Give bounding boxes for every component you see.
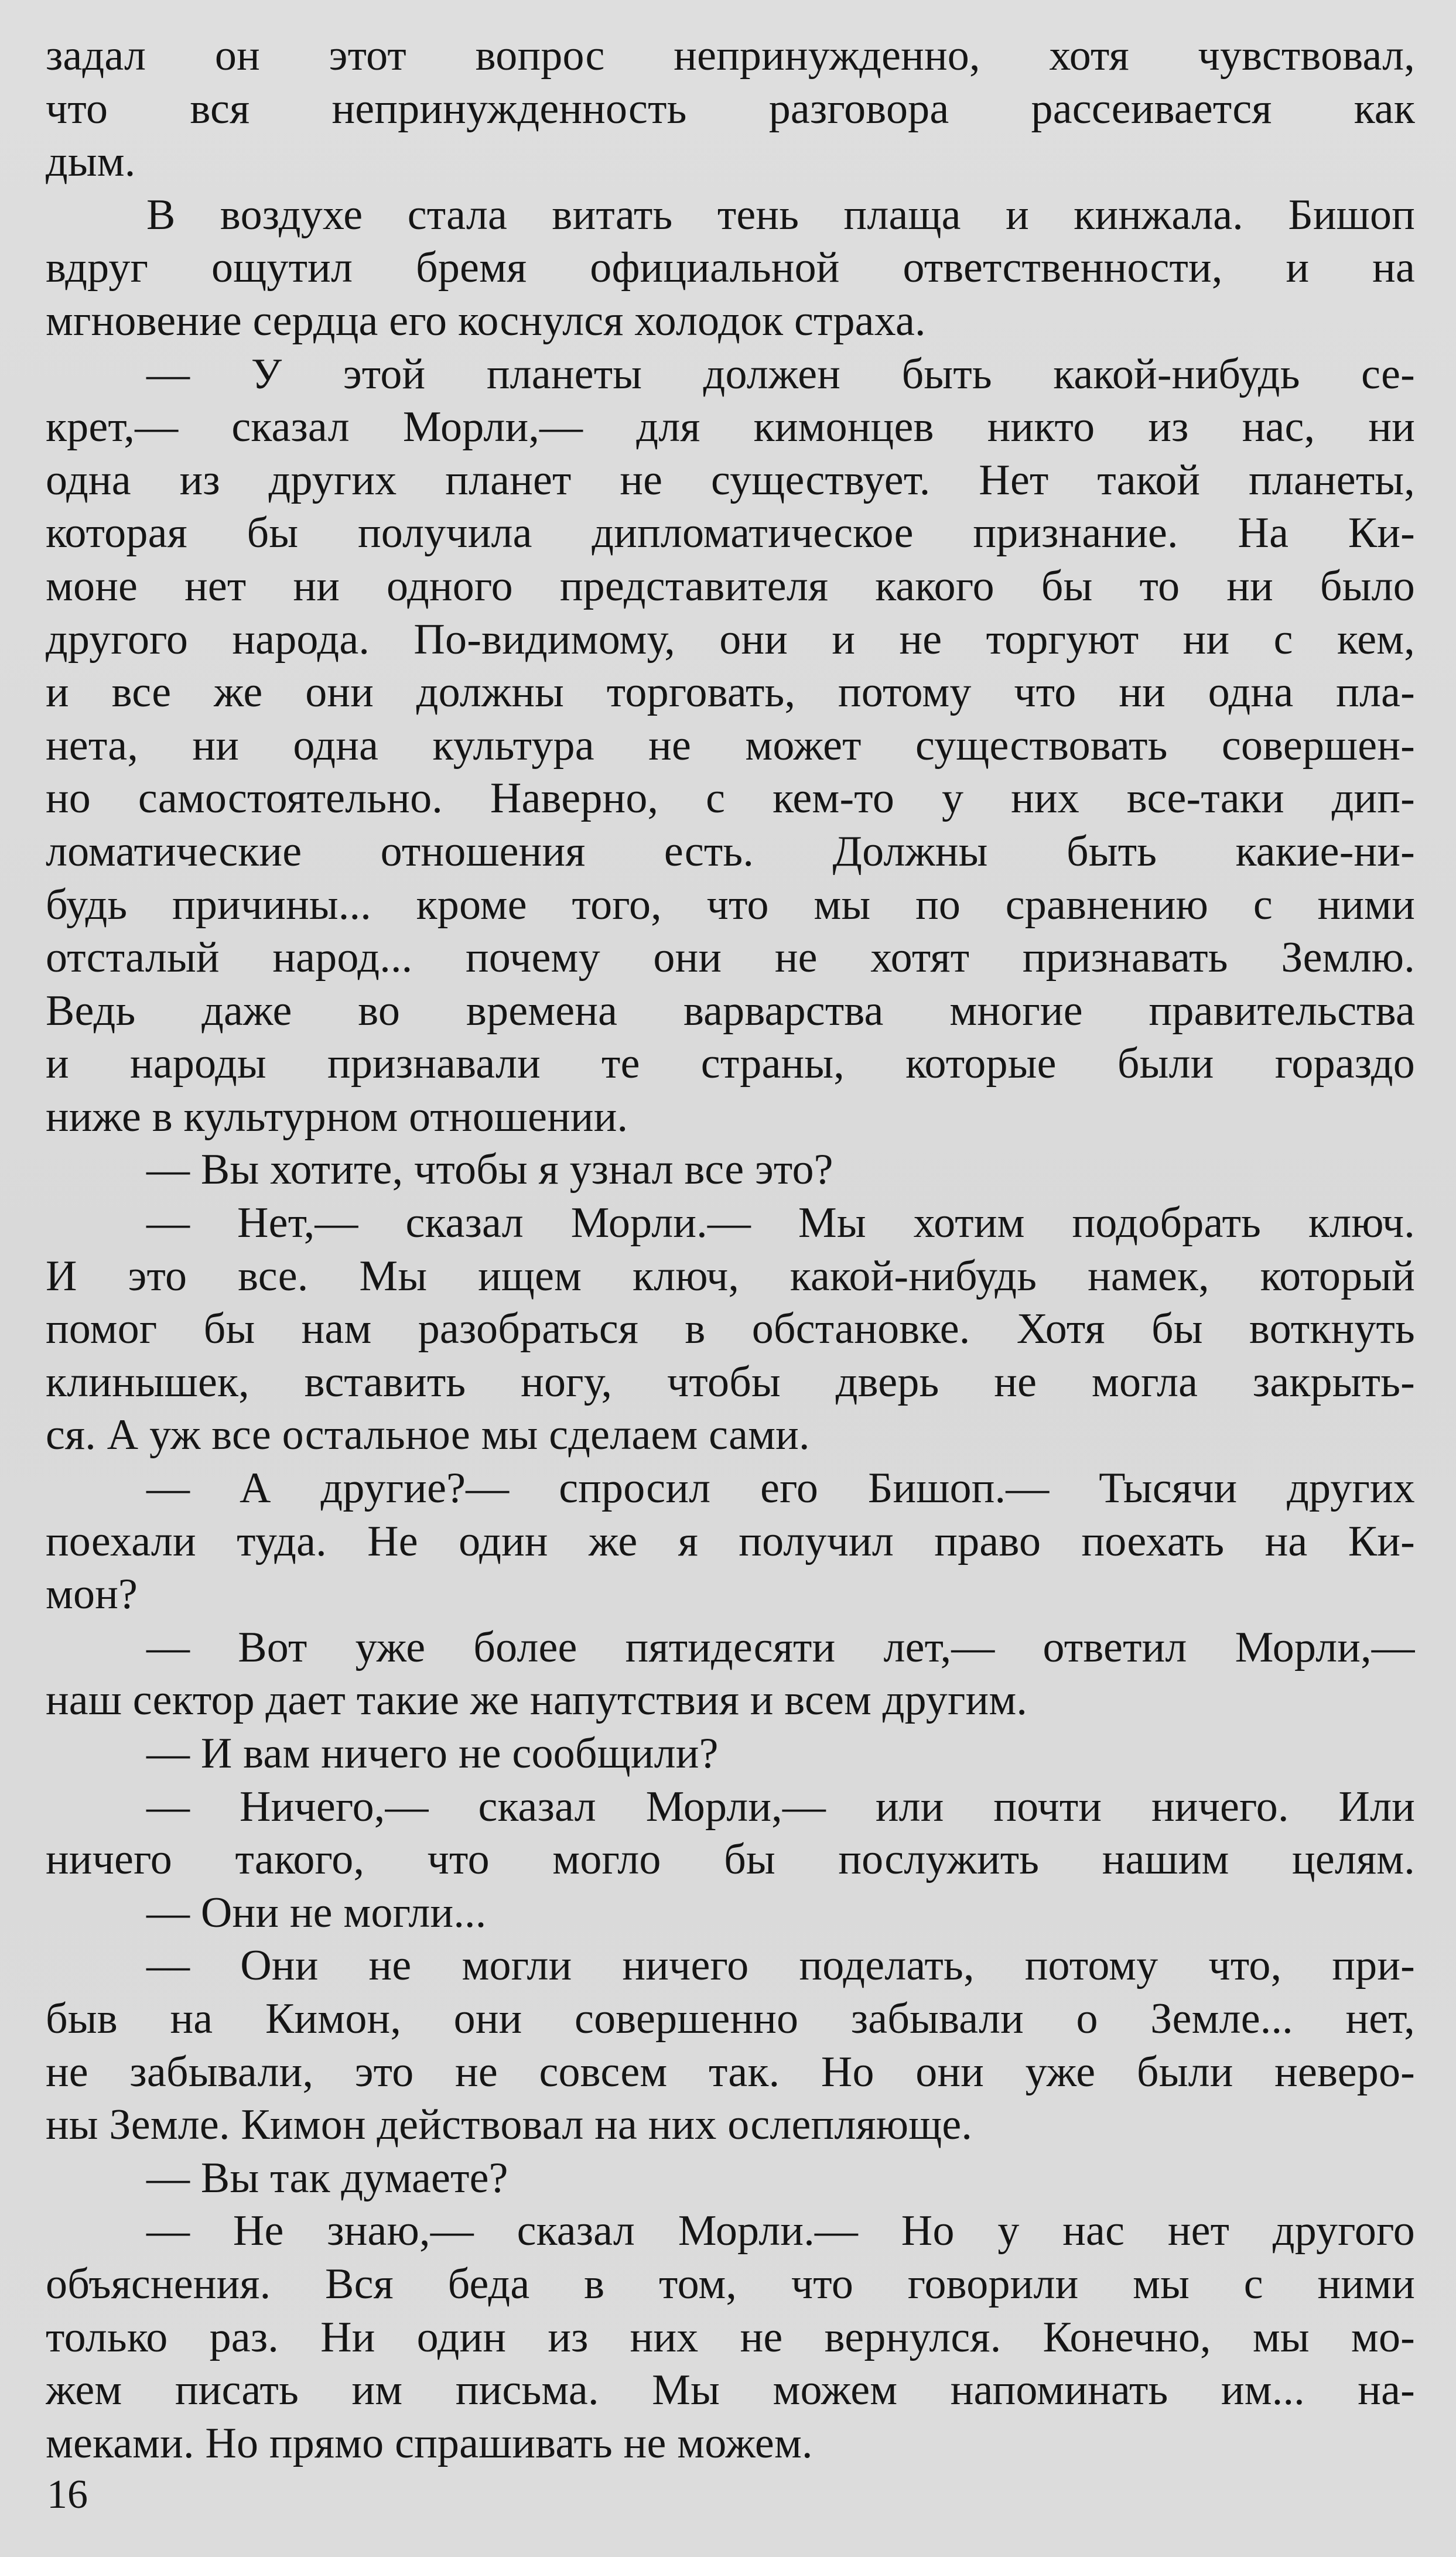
text-line: крет,— сказал Морли,— для кимонцев никто из нас, ни — [46, 403, 1415, 452]
text-line: — Вы так думаете? — [146, 2153, 508, 2202]
text-line: — Вот уже более пятидесяти лет,— ответил Морли,— — [146, 1623, 1415, 1671]
text-line: — У этой планеты должен быть какой-нибудь се- — [146, 350, 1415, 398]
text-line: мгновение сердца его коснулся холодок страха. — [46, 296, 926, 345]
text-line: объяснения. Вся беда в том, что говорили мы с ними — [46, 2259, 1415, 2308]
text-line: — Ничего,— сказал Морли,— или почти ничего. Или — [146, 1782, 1415, 1831]
text-line: задал он этот вопрос непринужденно, хотя чувствовал, — [46, 32, 1415, 80]
text-line: — Не знаю,— сказал Морли.— Но у нас нет другого — [146, 2207, 1415, 2255]
text-line: и все же они должны торговать, потому что ни одна пла- — [46, 668, 1415, 717]
page-number: 16 — [47, 2472, 88, 2517]
text-line: ломатические отношения есть. Должны быть какие-ни- — [46, 827, 1415, 876]
text-line: другого народа. По-видимому, они и не торгуют ни с кем, — [46, 615, 1415, 664]
text-line: жем писать им письма. Мы можем напоминать им... на- — [46, 2366, 1415, 2415]
text-line: но самостоятельно. Наверно, с кем-то у них все-таки дип- — [46, 774, 1415, 823]
text-line: что вся непринужденность разговора рассеивается как — [46, 84, 1415, 133]
text-line: ся. А уж все остальное мы сделаем сами. — [46, 1411, 810, 1459]
body-text — [46, 29, 1415, 2470]
text-line: ничего такого, что могло бы послужить нашим целям. — [46, 1835, 1415, 1884]
text-line: — Нет,— сказал Морли.— Мы хотим подобрать ключ. — [146, 1199, 1415, 1247]
text-line: И это все. Мы ищем ключ, какой-нибудь намек, который — [46, 1252, 1415, 1300]
text-line: В воздухе стала витать тень плаща и кинжала. Бишоп — [146, 190, 1415, 239]
text-line: ниже в культурном отношении. — [46, 1092, 628, 1141]
text-line: клинышек, вставить ногу, чтобы дверь не могла закрыть- — [46, 1358, 1415, 1406]
text-line: дым. — [46, 138, 136, 186]
text-line: быв на Кимон, они совершенно забывали о Земле... нет, — [46, 1994, 1415, 2043]
text-line: не забывали, это не совсем так. Но они уже были неверо- — [46, 2047, 1415, 2096]
text-line: — А другие?— спросил его Бишоп.— Тысячи других — [146, 1464, 1415, 1513]
text-line: мон? — [46, 1570, 138, 1619]
text-line: ны Земле. Кимон действовал на них ослепляюще. — [46, 2101, 973, 2149]
text-line: — Они не могли... — [146, 1888, 487, 1937]
text-line: и народы признавали те страны, которые были гораздо — [46, 1040, 1415, 1088]
text-line: только раз. Ни один из них не вернулся. Конечно, мы мо- — [46, 2313, 1415, 2361]
text-line: вдруг ощутил бремя официальной ответственности, и на — [46, 244, 1415, 292]
text-line: нета, ни одна культура не может существовать совершен- — [46, 721, 1415, 770]
text-line: — Вы хотите, чтобы я узнал все это? — [146, 1146, 833, 1194]
text-line: будь причины... кроме того, что мы по сравнению с ними — [46, 880, 1415, 929]
text-line: — Они не могли ничего поделать, потому что, при- — [146, 1941, 1415, 1990]
text-line: отсталый народ... почему они не хотят признавать Землю. — [46, 934, 1415, 982]
text-line: наш сектор дает такие же напутствия и всем другим. — [46, 1676, 1028, 1725]
text-line: которая бы получила дипломатическое признание. На Ки- — [46, 509, 1415, 558]
text-line: одна из других планет не существует. Нет такой планеты, — [46, 456, 1415, 504]
text-line: Ведь даже во времена варварства многие правительства — [46, 986, 1415, 1035]
text-line: — И вам ничего не сообщили? — [146, 1729, 719, 1777]
text-line: поехали туда. Не один же я получил право поехать на Ки- — [46, 1517, 1415, 1565]
text-line: моне нет ни одного представителя какого бы то ни было — [46, 562, 1415, 610]
text-line: помог бы нам разобраться в обстановке. Хотя бы воткнуть — [46, 1305, 1415, 1353]
text-line: меками. Но прямо спрашивать не можем. — [46, 2419, 813, 2467]
